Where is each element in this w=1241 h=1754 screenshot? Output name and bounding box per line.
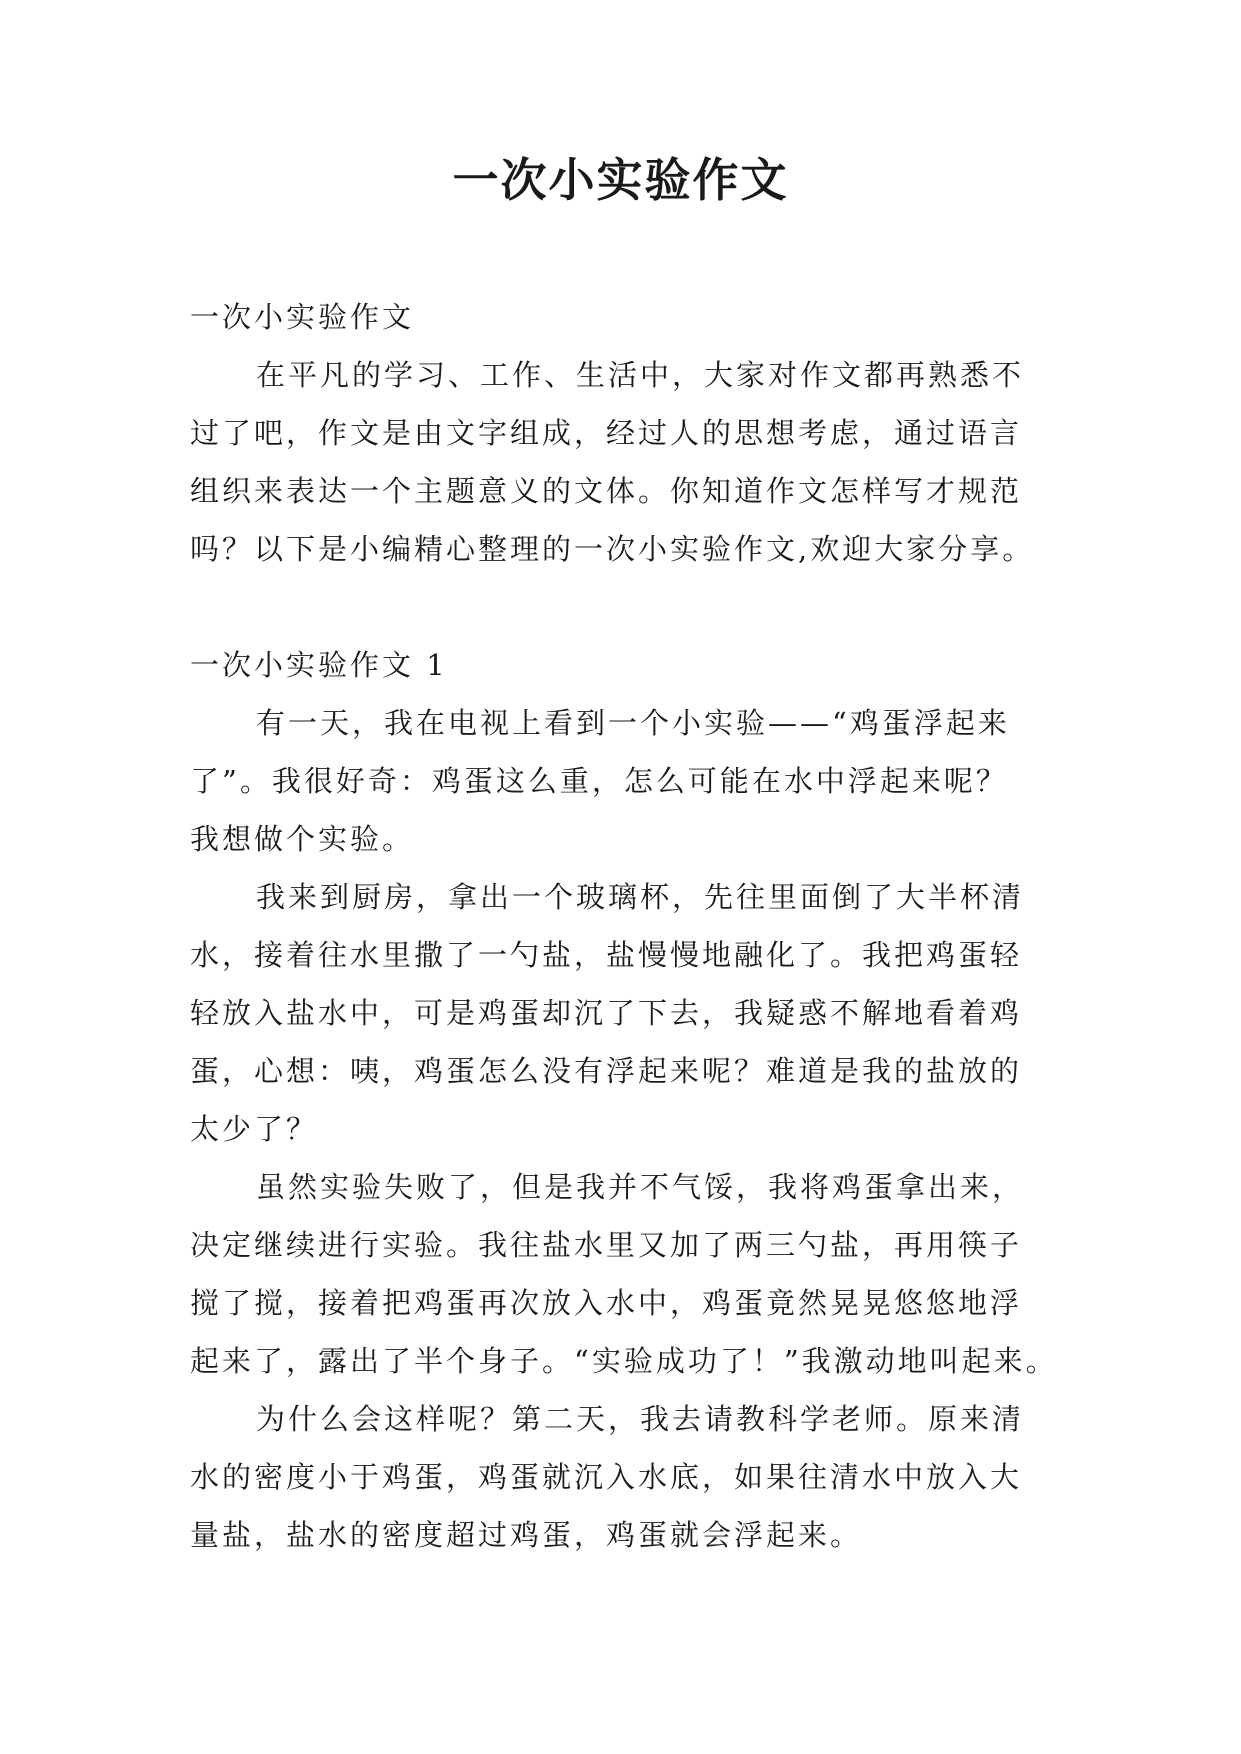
- intro-line: 吗？以下是小编精心整理的一次小实验作文,欢迎大家分享。: [190, 532, 1035, 566]
- paragraph-line: 我来到厨房，拿出一个玻璃杯，先往里面倒了大半杯清: [256, 880, 1025, 914]
- intro-line: 组织来表达一个主题意义的文体。你知道作文怎样写才规范: [190, 474, 1023, 508]
- paragraph-line: 决定继续进行实验。我往盐水里又加了两三勺盐，再用筷子: [190, 1228, 1023, 1262]
- intro-heading: 一次小实验作文: [190, 300, 415, 334]
- paragraph-line: 为什么会这样呢？第二天，我去请教科学老师。原来清: [256, 1402, 1025, 1436]
- intro-paragraph: [190, 346, 1056, 578]
- paragraph-line: 虽然实验失败了，但是我并不气馁，我将鸡蛋拿出来，: [256, 1170, 1025, 1204]
- section-heading: 一次小实验作文 1: [190, 648, 448, 682]
- paragraph-line: 了”。我很好奇：鸡蛋这么重，怎么可能在水中浮起来呢？: [190, 764, 1008, 798]
- paragraph-3: [190, 1158, 1056, 1390]
- paragraph-line: 蛋，心想：咦，鸡蛋怎么没有浮起来呢？难道是我的盐放的: [190, 1054, 1023, 1088]
- paragraph-line: 水的密度小于鸡蛋，鸡蛋就沉入水底，如果往清水中放入大: [190, 1460, 1023, 1494]
- document-title: 一次小实验作文: [452, 153, 789, 207]
- paragraph-line: 轻放入盐水中，可是鸡蛋却沉了下去，我疑惑不解地看着鸡: [190, 996, 1023, 1030]
- intro-line: 过了吧，作文是由文字组成，经过人的思想考虑，通过语言: [190, 416, 1023, 450]
- paragraph-line: 有一天，我在电视上看到一个小实验——“鸡蛋浮起来: [256, 706, 1010, 740]
- paragraph-line: 我想做个实验。: [190, 822, 415, 856]
- paragraph-gap: [190, 578, 1056, 636]
- paragraph-line: 量盐，盐水的密度超过鸡蛋，鸡蛋就会浮起来。: [190, 1518, 863, 1552]
- document-body: [190, 288, 1056, 1564]
- paragraph-line: 水，接着往水里撒了一勺盐，盐慢慢地融化了。我把鸡蛋轻: [190, 938, 1023, 972]
- paragraph-1: [190, 694, 1056, 868]
- paragraph-line: 起来了，露出了半个身子。“实验成功了！”我激动地叫起来。: [190, 1344, 1058, 1378]
- intro-line: 在平凡的学习、工作、生活中，大家对作文都再熟悉不: [256, 358, 1025, 392]
- paragraph-line: 太少了？: [190, 1112, 319, 1146]
- paragraph-4: [190, 1390, 1056, 1564]
- paragraph-2: [190, 868, 1056, 1158]
- paragraph-line: 搅了搅，接着把鸡蛋再次放入水中，鸡蛋竟然晃晃悠悠地浮: [190, 1286, 1023, 1320]
